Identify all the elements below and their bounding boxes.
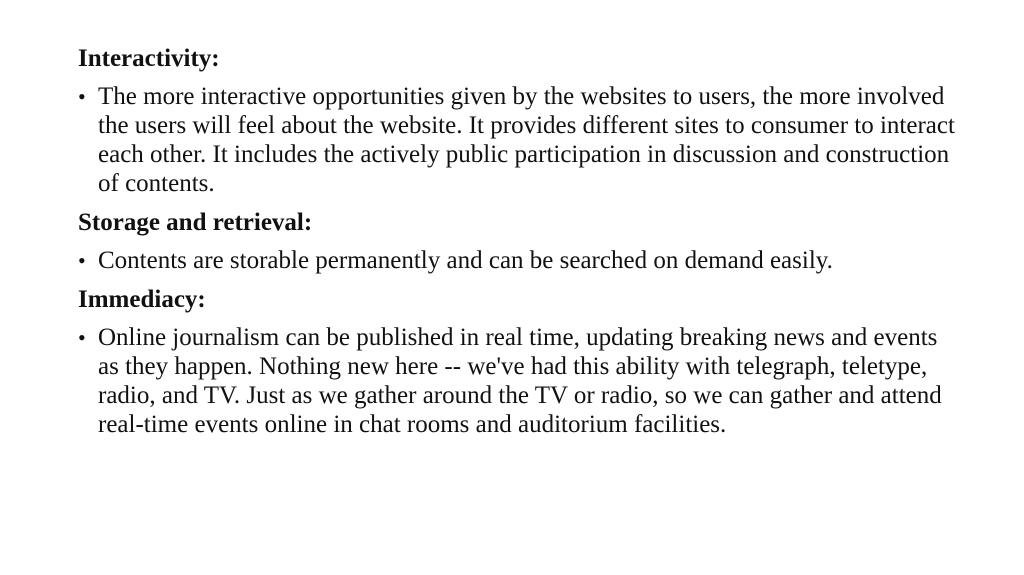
bullet-text: Contents are storable permanently and can be searched on demand easily. [98,247,833,274]
bullet-text: The more interactive opportunities given by the websites to users, the more involved the users will feel about the website. It provides different sites to consumer to interact each other. It includes the actively public participation in discussion and construction of contents. [98,83,955,197]
bullet-item-storage [78,246,958,275]
bullet-icon: • [78,325,86,350]
bullet-icon: • [78,248,86,273]
bullet-item-immediacy [78,323,958,439]
slide-content [78,44,958,449]
section-heading-storage: Storage and retrieval: [78,209,313,236]
section-heading-immediacy: Immediacy: [78,286,206,313]
bullet-icon: • [78,84,86,109]
section-heading-interactivity: Interactivity: [78,45,220,72]
bullet-item-interactivity [78,82,958,198]
bullet-text: Online journalism can be published in real time, updating breaking news and events as they happen. Nothing new here -- we've had this ability with telegraph, teletype, radio, and TV. Just as we gather around the TV or radio, so we can gather and attend real-time events online in chat rooms and auditorium facilities. [98,324,942,438]
